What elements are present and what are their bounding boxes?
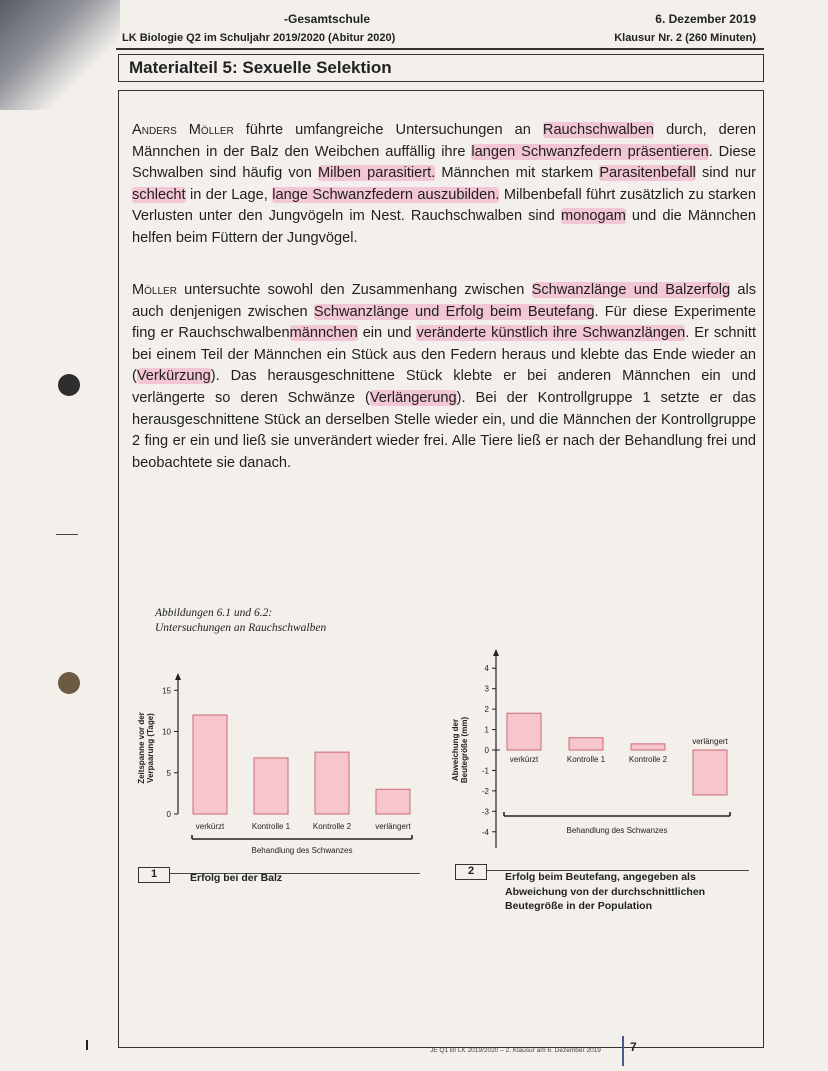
y-axis-arrow [493,649,499,656]
y-axis-label: Abweichung der [451,718,460,782]
y-tick-label: 1 [484,725,489,735]
text-run: Männchen mit starkem [435,165,600,182]
y-tick-label: 3 [484,684,489,694]
y-tick-label: -4 [481,827,489,837]
bar [569,738,603,750]
school-name: -Gesamtschule [284,12,371,26]
text-run: . Für diese Experimente fing er Rauchschwalben [132,303,756,342]
highlight: schlecht [132,186,186,203]
fold-mark [56,534,78,535]
chart-balz [130,664,430,864]
y-tick-label: -1 [481,766,489,776]
x-axis-label: Behandlung des Schwanzes [251,846,353,855]
bar [631,744,665,750]
category-label: Kontrolle 2 [312,822,352,831]
highlight: lange Schwanzfedern auszubilden. [272,186,500,203]
margin-mark [86,1040,88,1050]
category-label: verlängert [692,737,728,746]
text-run: durch, deren Männchen in der Balz den Weibchen auffällig ihre [132,122,756,160]
y-tick-label: -3 [481,807,489,817]
y-tick-label: -2 [481,786,489,796]
text-run: ). Bei der Kontrollgruppe 1 setzte er das herausgeschnittene Stück an derselben Stelle wieder ein, und die Männchen der Kontrollgruppe 2 fing er ein und ließ sie unverändert wieder frei. Alle Tiere ließ er nach der Behandlung frei und beobachtete sie danach. [132,389,756,471]
x-axis-label: Behandlung des Schwanzes [566,826,668,835]
highlight: Schwanzlänge und Erfolg beim Beutefang [313,303,595,320]
y-tick-label: 10 [162,727,171,737]
text-run: in der Lage, [185,186,273,203]
exam-date: 6. Dezember 2019 [655,12,756,26]
paragraph-2 [132,280,756,474]
highlight: Verlängerung [369,389,457,406]
panel-caption: Erfolg beim Beutefang, angegeben als Abweichung von der durchschnittlichen Beutegröße in der Population [505,871,706,912]
figure-caption-line: Abbildungen 6.1 und 6.2: [155,607,273,619]
exam-info: Klausur Nr. 2 (260 Minuten) [614,32,756,44]
y-axis-label: Zeitspanne vor der [137,712,146,784]
highlight: Rauchschwalben [542,122,655,138]
text-run: ein und [357,325,417,342]
y-axis-label: Verpaarung (Tage) [146,713,155,783]
text-run: untersuchte sowohl den Zusammenhang zwischen [176,282,532,298]
footer-divider [622,1036,624,1066]
bar [254,758,288,814]
highlight: veränderte künstlich ihre Schwanzlängen [416,325,686,342]
panel-number: 2 [455,864,487,880]
text-run: und die Männchen helfen beim Füttern der Jungvögel. [132,208,757,246]
bar [693,750,727,795]
highlight: männchen [289,325,358,342]
figure-caption [155,606,326,636]
page-header [116,10,762,46]
bar [376,789,410,814]
highlight: langen Schwanzfedern präsentieren [471,143,709,160]
y-axis-arrow [175,673,181,680]
highlight: Schwanzlänge und Balzerfolg [531,282,731,298]
text-run: führte umfangreiche Untersuchungen an [233,122,543,138]
punch-hole [58,672,80,694]
text-run: ). Das herausgeschnittene Stück klebte er bei anderen Männchen ein und verlängerte so deren Schwänze ( [132,368,756,406]
bar [315,752,349,814]
y-axis-label: Beutegröße (mm) [460,716,469,784]
chart-beutefang [446,644,758,856]
category-label: Kontrolle 2 [628,755,668,764]
highlight: monogam [560,208,626,225]
y-tick-label: 0 [484,746,489,755]
author-name: Möller [132,282,177,298]
text-run: . Diese Schwalben sind häufig von [132,143,756,182]
y-tick-label: 2 [484,705,489,715]
author-name: Anders Möller [132,122,234,138]
paragraph-1 [132,120,756,250]
y-tick-label: 0 [166,810,171,819]
y-tick-label: 5 [166,768,171,778]
y-tick-label: 15 [162,686,171,696]
panel-caption: Erfolg bei der Balz [190,872,283,884]
highlight: Milben parasitiert. [318,165,436,182]
category-label: verkürzt [509,755,539,764]
text-run: sind nur [695,165,756,182]
text-run: als auch denjenigen zwischen [132,282,757,320]
y-tick-label: 4 [484,664,489,674]
category-label: Kontrolle 1 [566,755,606,764]
highlight: Parasitenbefall [599,165,696,182]
text-run: Milbenbefall führt zusätzlich zu starken Verlusten unter den Jungvögeln im Nest. Rauchschwalben sind [132,186,756,225]
section-title: Materialteil 5: Sexuelle Selektion [118,54,764,82]
page-number: 7 [630,1040,637,1054]
footer-text: JE Q1 BI LK 2019/2020 – 2. Klausur am 6. Dezember 2019 [430,1047,601,1054]
bar [193,715,227,814]
course-info: LK Biologie Q2 im Schuljahr 2019/2020 (Abitur 2020) [122,32,396,44]
header-divider [116,48,764,50]
highlight: Verkürzung [136,368,211,385]
bar [507,713,541,750]
punch-hole [58,374,80,396]
category-label: verlängert [375,822,411,831]
category-label: verkürzt [195,822,225,831]
figure-caption-line: Untersuchungen an Rauchschwalben [155,622,327,634]
text-run: . Er schnitt bei einem Teil der Männchen ein Stück aus den Federn heraus und klebte das Ende wieder an ( [132,325,756,385]
scan-corner-shadow [0,0,120,110]
category-label: Kontrolle 1 [251,822,291,831]
panel-number: 1 [138,867,170,883]
